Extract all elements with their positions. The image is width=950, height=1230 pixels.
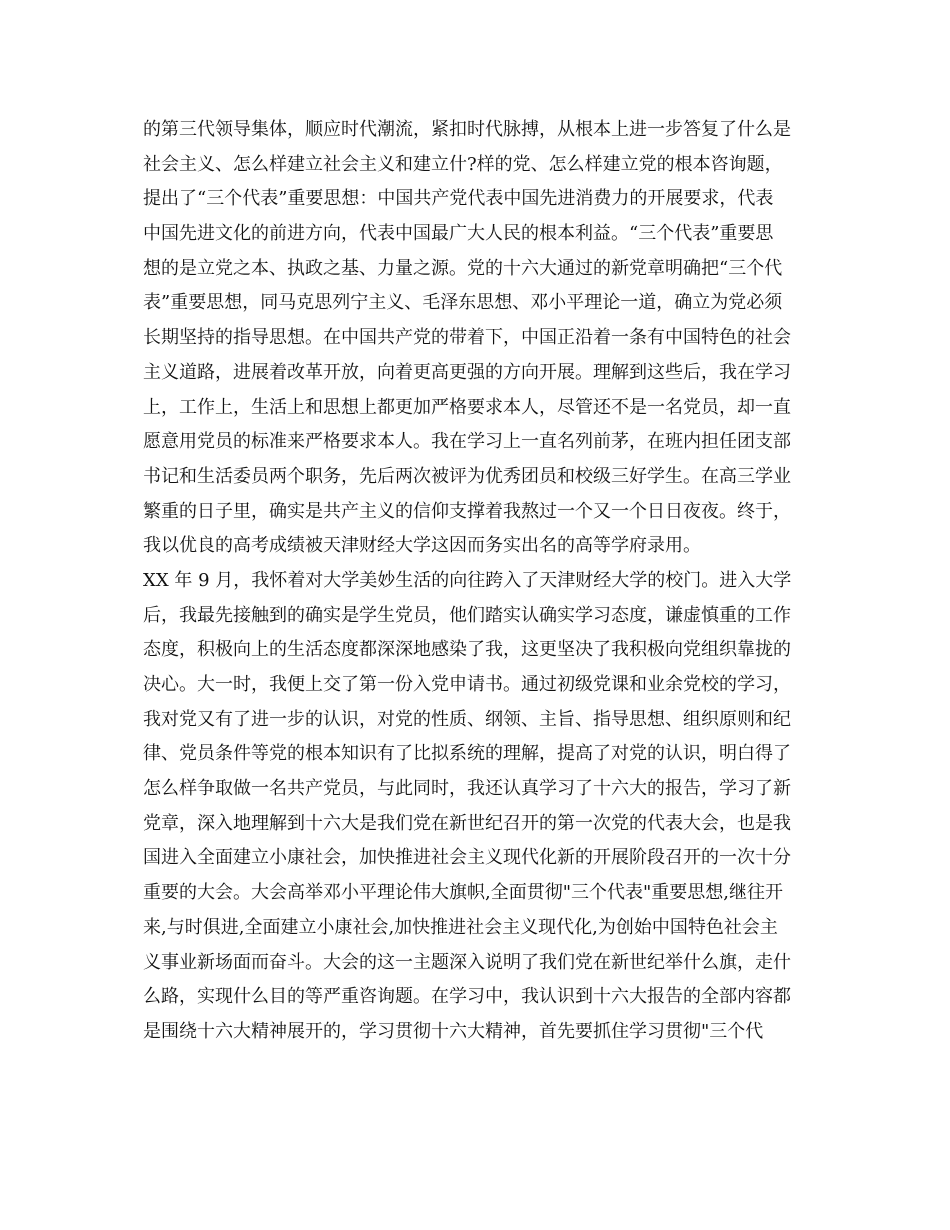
text-line: 怎么样争取做一名共产党员，与此同时，我还认真学习了十六大的报告，学习了新 xyxy=(143,778,791,800)
body-text xyxy=(143,113,823,1050)
text-line: 上，工作上，生活上和思想上都更加严格要求本人，尽管还不是一名党员，却一直 xyxy=(143,396,791,418)
text-line: 重要的大会。大会高举邓小平理论伟大旗帜,全面贯彻"三个代表"重要思想,继往开 xyxy=(143,882,783,904)
text-line: 律、党员条件等党的根本知识有了比拟系统的理解，提高了对党的认识，明白得了 xyxy=(143,743,791,765)
text-line: 长期坚持的指导思想。在中国共产党的带着下，中国正沿着一条有中国特色的社会 xyxy=(143,327,791,349)
text-line: 繁重的日子里，确实是共产主义的信仰支撑着我熬过一个又一个日日夜夜。终于， xyxy=(143,500,791,522)
text-line: 党章，深入地理解到十六大是我们党在新世纪召开的第一次党的代表大会，也是我 xyxy=(143,812,791,834)
text-line: 的第三代领导集体，顺应时代潮流，紧扣时代脉搏，从根本上进一步答复了什么是 xyxy=(143,119,791,140)
text-line: XX 年 9 月，我怀着对大学美妙生活的向往跨入了天津财经大学的校门。进入大学 xyxy=(143,569,792,591)
text-line: 决心。大一时，我便上交了第一份入党申请书。通过初级党课和业余党校的学习， xyxy=(143,674,791,695)
text-line: 国进入全面建立小康社会，加快推进社会主义现代化新的开展阶段召开的一次十分 xyxy=(143,847,791,869)
text-line: 来,与时俱进,全面建立小康社会,加快推进社会主义现代化,为创始中国特色社会主 xyxy=(143,916,778,938)
text-line: 是围绕十六大精神展开的，学习贯彻十六大精神，首先要抓住学习贯彻"三个代 xyxy=(143,1020,764,1042)
text-line: 态度，积极向上的生活态度都深深地感染了我，这更坚决了我积极向党组织靠拢的 xyxy=(143,639,791,661)
text-line: 社会主义、怎么样建立社会主义和建立什?样的党、怎么样建立党的根本咨询题， xyxy=(143,153,783,175)
text-line: 义事业新场面而奋斗。大会的这一主题深入说明了我们党在新世纪举什么旗，走什 xyxy=(143,951,791,973)
text-line: 愿意用党员的标准来严格要求本人。我在学习上一直名列前茅，在班内担任团支部 xyxy=(143,431,791,453)
text-line: 表”重要思想，同马克思列宁主义、毛泽东思想、邓小平理论一道，确立为党必须 xyxy=(143,292,783,314)
text-line: 中国先进文化的前进方向，代表中国最广大人民的根本利益。“三个代表”重要思 xyxy=(143,223,774,245)
text-line: 后，我最先接触到的确实是学生党员，他们踏实认确实学习态度，谦虚慎重的工作 xyxy=(143,604,791,626)
text-line: 主义道路，进展着改革开放，向着更高更强的方向开展。理解到这些后，我在学习 xyxy=(143,361,791,383)
text-line: 想的是立党之本、执政之基、力量之源。党的十六大通过的新党章明确把“三个代 xyxy=(143,257,783,279)
text-line: 么路，实现什么目的等严重咨询题。在学习中，我认识到十六大报告的全部内容都 xyxy=(143,986,791,1008)
text-line: 我以优良的高考成绩被天津财经大学这因而务实出名的高等学府录用。 xyxy=(143,535,701,557)
text-line: 书记和生活委员两个职务，先后两次被评为优秀团员和校级三好学生。在高三学业 xyxy=(143,465,791,487)
text-line: 提出了“三个代表”重要思想：中国共产党代表中国先进消费力的开展要求，代表 xyxy=(143,188,774,210)
text-line: 我对党又有了进一步的认识，对党的性质、纲领、主旨、指导思想、组织原则和纪 xyxy=(143,708,791,730)
